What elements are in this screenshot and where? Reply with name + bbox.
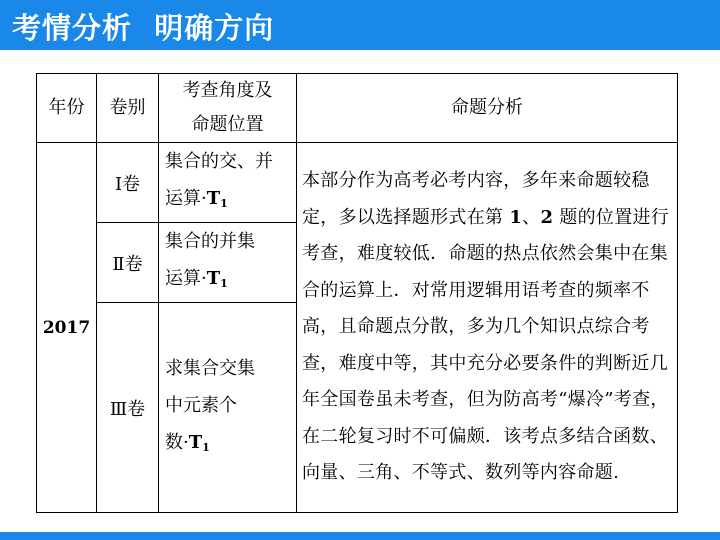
header-volume: 卷别 xyxy=(97,74,159,143)
analysis-number: 2 xyxy=(540,206,554,228)
header-year: 年份 xyxy=(37,74,97,143)
analysis-text: 、 xyxy=(522,206,541,228)
table-header-row xyxy=(37,74,678,143)
position-cell-3 xyxy=(159,303,297,513)
position-text: 求集合交集 xyxy=(165,357,255,379)
analysis-number: 1 xyxy=(509,206,523,228)
table-row xyxy=(37,143,678,223)
position-text: 集合的并集 xyxy=(165,231,255,252)
volume-cell-3: Ⅲ卷 xyxy=(97,303,159,513)
header-position xyxy=(159,74,297,143)
position-text: 中元素个 xyxy=(165,394,237,416)
analysis-cell xyxy=(297,143,678,513)
volume-cell-1: Ⅰ卷 xyxy=(97,143,159,223)
position-cell-2 xyxy=(159,223,297,303)
header-position-line1: 考查角度及 xyxy=(182,80,273,101)
position-cell-1 xyxy=(159,143,297,223)
question-number: T xyxy=(206,188,221,209)
position-text xyxy=(165,180,296,222)
page-title: 考情分析 明确方向 xyxy=(12,11,275,45)
analysis-table xyxy=(36,73,678,513)
question-subscript: 1 xyxy=(202,440,210,454)
analysis-text: 本部分作为高考必考内容，多年来命题较稳定，多以选择题形式在第 xyxy=(302,170,650,228)
header-analysis: 命题分析 xyxy=(297,74,678,143)
question-subscript: 1 xyxy=(220,197,228,210)
volume-cell-2: Ⅱ卷 xyxy=(97,223,159,303)
bottom-bar xyxy=(0,532,720,540)
position-text: 运算· xyxy=(165,188,207,209)
question-number: T xyxy=(188,431,203,453)
position-text: 数· xyxy=(165,431,189,453)
position-text: 运算· xyxy=(165,268,207,289)
position-text xyxy=(165,260,296,302)
position-text: 集合的交、并 xyxy=(165,151,273,172)
year-cell: 2017 xyxy=(37,143,97,513)
question-subscript: 1 xyxy=(220,277,228,290)
question-number: T xyxy=(206,268,221,289)
header-position-line2: 命题位置 xyxy=(191,114,264,135)
analysis-text: 题的位置进行考查，难度较低．命题的热点依然会集中在集合的运算上．对常用逻辑用语考查的频率不高，且命题点分散，多为几个知识点综合考查，难度中等，其中充分必要条件的判断近几年全国卷虽未考查，但为防高考“爆冷”考查，在二轮复习时不可偏颇．该考点多结合函数、向量、三角、不等式、数列等内容命题. xyxy=(302,206,670,484)
position-text xyxy=(165,424,296,466)
title-bar xyxy=(0,0,720,50)
